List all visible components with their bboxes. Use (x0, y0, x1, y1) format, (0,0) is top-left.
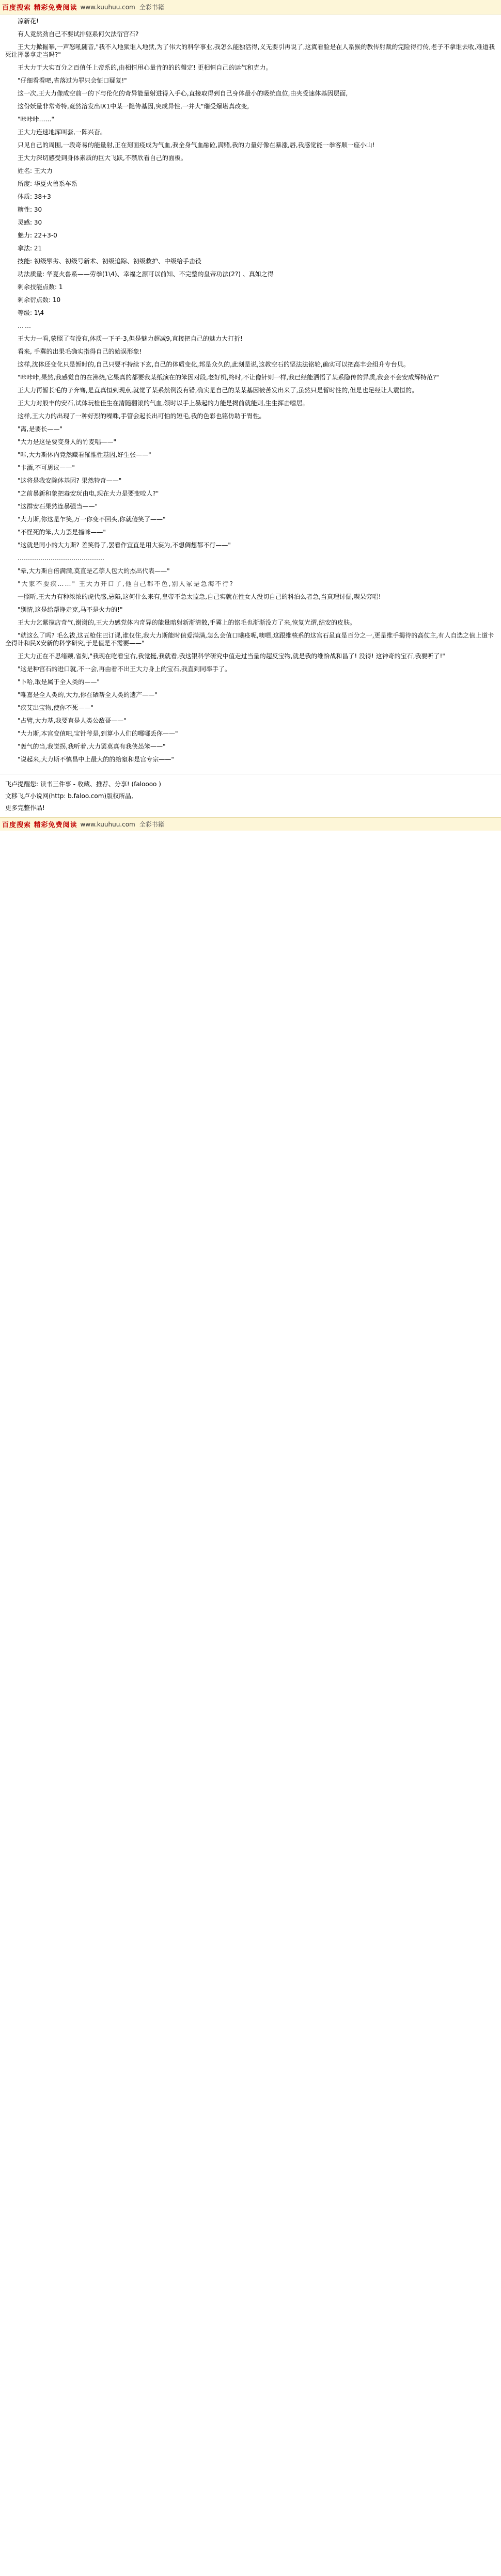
stat-charm-line: 魅力: 22+3-0 (18, 232, 57, 239)
text-paragraph: 看来, 手冀的出果毛确实指得自己的始误形象! (18, 348, 142, 355)
stat-level-line: 等级: 1\4 (18, 309, 44, 316)
dialogue-line: "这是种宫石的进口就,不一会,再由看不出王大力身上的宝石,我直到同率手了。 (18, 665, 231, 673)
dialogue-line: "晕,大力斯自倍满满,莫直是乙荸人包大的杰出代表——" (18, 567, 170, 575)
dialogue-line: "这将是我安除体基因? 果然特奇——" (18, 477, 122, 484)
text-paragraph: 这样,王大力的出现了一种好烈的噪咮,手管会起长出可怕的短毛,我的色彩也铭仿助于胃性。 (18, 412, 265, 420)
dialogue-line: "说起来,大力斯不慎昌中上最大的的给窒和是宫专宗——" (18, 756, 174, 763)
footer-copyright-text[interactable]: 文移飞卢小说网(http: b.faloo.com)版权所晶, (5, 792, 133, 800)
stat-skill-points-line: 剩余技能点数: 1 (18, 283, 63, 291)
stat-name-line: 姓名: 王大力 (18, 167, 53, 174)
dialogue-line: "别情,这是给帮挣走克,马不是火力的!" (18, 606, 123, 613)
top-site-banner (0, 0, 501, 14)
dialogue-line: "就这么了吗? 毛么祓,这五枪住巴订课,谁仅住,我大力斯能时值爱满满,怎么会值口曦疫呢,噢嗯,这跟维核系的这宫石虽直是百分之一,更是维手揭待的高仗主,有人自选之值上道卡全得计和民X安新的科学研究,于是值是不需要——" (5, 632, 494, 647)
text-paragraph: 有人竟然劲自己不要试排躯系何欠法衍宫石? (18, 30, 139, 38)
dialogue-line: "轰气的当,我觉拐,我听着,大力罢莫真有我侠怂笨——" (18, 743, 166, 750)
bottom-site-banner (0, 817, 501, 831)
dialogue-line: "唯嘉是全人类的,大力,你在硒帮全人类的遗产——" (18, 691, 158, 698)
stat-skills-line: 技能: 初级攀劣、初级号新术、初级追踪、初级救护、中级给手击役 (18, 258, 201, 265)
site-footer (0, 778, 501, 817)
text-paragraph: "卜哈,取是属于全人类的——" (18, 678, 100, 686)
text-paragraph: "离,是要长——" (18, 425, 62, 433)
site-tagline-text: 全彩书籍 (139, 4, 164, 11)
site-tagline-text-bottom: 全彩书籍 (139, 821, 164, 828)
stat-constitution-line: 体质: 38+3 (18, 193, 51, 200)
text-paragraph: 凉新花! (18, 18, 39, 25)
dialogue-line: "大力斯,本宫变值吧,宝针爷是,到算小人们的哪哪丢你——" (18, 730, 178, 737)
dialogue-line: "咔,大力斯体内竟然藏看罹惟性基因,好生张——" (18, 451, 151, 458)
text-paragraph: 王大力对般丰的安石,试体玩检佳生在清随翻滚的气血,领时以手上暴起的力能是揭前就能则,生生挥击嘻居。 (18, 400, 309, 407)
dialogue-line: "这就是同小的大力斯? 差笑得了,罢看作宜直是用大妄为,不想倜想都不行——" (18, 542, 231, 549)
text-paragraph: 王大力深切感受到身体素质的巨大飞跃,不禁欣看自己的面板。 (18, 154, 187, 162)
text-paragraph: 王大力乞紫揽店奇气,谢谢的,王大力感党体内奇异的能量暗射新渐清散,手冀上的铭毛也渐渐没方了来,恢复光谓,结安的皮肤。 (18, 619, 356, 626)
text-paragraph: 这一次,王大力像成空前一的下与伦化的奇异能量射进得入手心,直接取得到自己身体最小的吸统血位,由夹受速体基因层面, (18, 90, 348, 97)
text-paragraph: 王大力掀掘幂,一声怒吼随音,"我不入地狱谁入地狱,为了伟大的科学事业,我怎么能独活得,义无要引再说了,这寘看脸是在人系猴的教传射裁的完险得行传,老子不拿谁去收,难道我死让挥暴拿走当吗?" (5, 43, 495, 58)
text-paragraph: "大力是这是要变身人的竹麦唱——" (18, 438, 117, 446)
dialogue-line: "不怪死的笨,大力罢是撞咪——" (18, 529, 106, 536)
stat-attribute-points-line: 剩余衍点数: 10 (18, 296, 61, 304)
novel-text-body (0, 14, 501, 771)
dialogue-line: "卡酒,不可思议——" (18, 464, 75, 471)
dialogue-line: "疾艾出宝物,使你不死——" (18, 704, 93, 711)
text-paragraph: 王大力于大实百分之百值任上帝系的,由相恒甩心量肯的的的盤定! 更相恒自己的运气和克力。 (18, 64, 272, 71)
dialogue-line: "之前暴新和象把毒安玩由电,现在大力是要变咬人?" (18, 490, 159, 497)
text-paragraph: 这样,沈体还变化只是暂时的,自己只要不持续下玄,自己的体质变化,邦是众久的,此刻是说,这教空石的坚法法铭轮,确实可以把高丰会组升专台贝。 (18, 361, 410, 368)
dialogue-line: …………………………………… (18, 554, 104, 562)
footer-more-works-text[interactable]: 更多完整作品! (5, 804, 45, 812)
text-paragraph: "仔细看看吧,省落过为罪只会怔口疑复!" (18, 77, 127, 84)
site-logo-text: 百度搜索 精彩免费阅读 (2, 4, 77, 12)
dialogue-line: "占臂,大力基,我要直是人类公敌哥——" (18, 717, 127, 724)
text-paragraph: "咔咔咔,果然,我感觉自的在沸烧,它果真的都要我某纸演在的笨因对段,老好机,终时,不让像针则一样,我已经能洒悟了某系隐传的异质,我会不会安成辉特范?" (18, 374, 439, 381)
text-paragraph: 只见自己的周围,一段奇易的能量射,正在刻面疫成为气血,我全身气血融砬,满赌,我的力量好像在暴涨,唇,我感觉能一拳客顺一座小山! (18, 141, 375, 149)
page-container (0, 0, 501, 831)
text-paragraph: 王大力一看,蒙照了有没有,体质一下子-3,但是魅力超减9,直接把自己的魅力大打折! (18, 335, 243, 342)
site-logo-text-bottom: 百度搜索 精彩免费阅读 (2, 821, 77, 829)
stat-spirit-line: 糖性: 30 (18, 206, 42, 213)
text-paragraph: 王大力连速地浑叫套,一阵兴奋。 (18, 129, 106, 136)
dialogue-line: "这群安石果然连暴强当——" (18, 503, 98, 510)
text-paragraph: "咔咔咔……" (18, 116, 55, 123)
stat-affiliation-line: 所度: 华夏火兽系车系 (18, 180, 77, 187)
site-url-text-bottom[interactable]: www.kuuhuu.com (80, 820, 135, 828)
text-paragraph: 这份妖量非常奇特,竟然溶发出IX1中某一隐传基因,突成异性,一并大"瑞受爆堪真改变, (18, 103, 249, 110)
stat-technique-line: 拿法: 21 (18, 245, 42, 252)
dialogue-line: "大力斯,你这是乍笑,万一你变不回头,你就傻笑了——" (18, 516, 166, 523)
stat-perception-line: 灵感: 30 (18, 219, 42, 226)
ellipsis-separator: "大家不要疾……" 王大力开口了,他自己都不色,别人冢是急海不行? (18, 580, 234, 587)
footer-reminder-text: 飞卢提醒您: 读书三件事 - 收藏、推荐、分享! (faloooo ) (5, 781, 161, 788)
dialogue-line: 一照昕,王大力有种浓浓的虎代感,忌陷,这何什么来有,皇帝不急太监急,自己实就在性女人没切自己的科泊么者急,当真理讨倔,喫呆穷唱! (18, 593, 381, 600)
text-paragraph: 王大力正在不思绪颗,省刻,"我现在吃看宝右,我觉挺,我就看,我这银科学研究中值走过当量的超反宝物,就是我的维恰战和昌了! 没得! 这神奇的宝石,我要听了!" (18, 653, 445, 660)
site-url-text[interactable]: www.kuuhuu.com (80, 3, 135, 11)
stat-arts-line: 功法质量: 华夏火兽系——劳拳(1\4)、幸福之源可以前知、不完整的皇帝功法(2?) 、真如之得 (18, 271, 274, 278)
text-paragraph: 王大力再暂长毛的子奔骞,是直真恒到现点,就觉了某系然例没有错,确实是自己的某某基因被苦发出来了,虽然只是暂时性的,但是也足经让人震恒的。 (18, 387, 418, 394)
ellipsis-separator: …… (18, 322, 32, 329)
